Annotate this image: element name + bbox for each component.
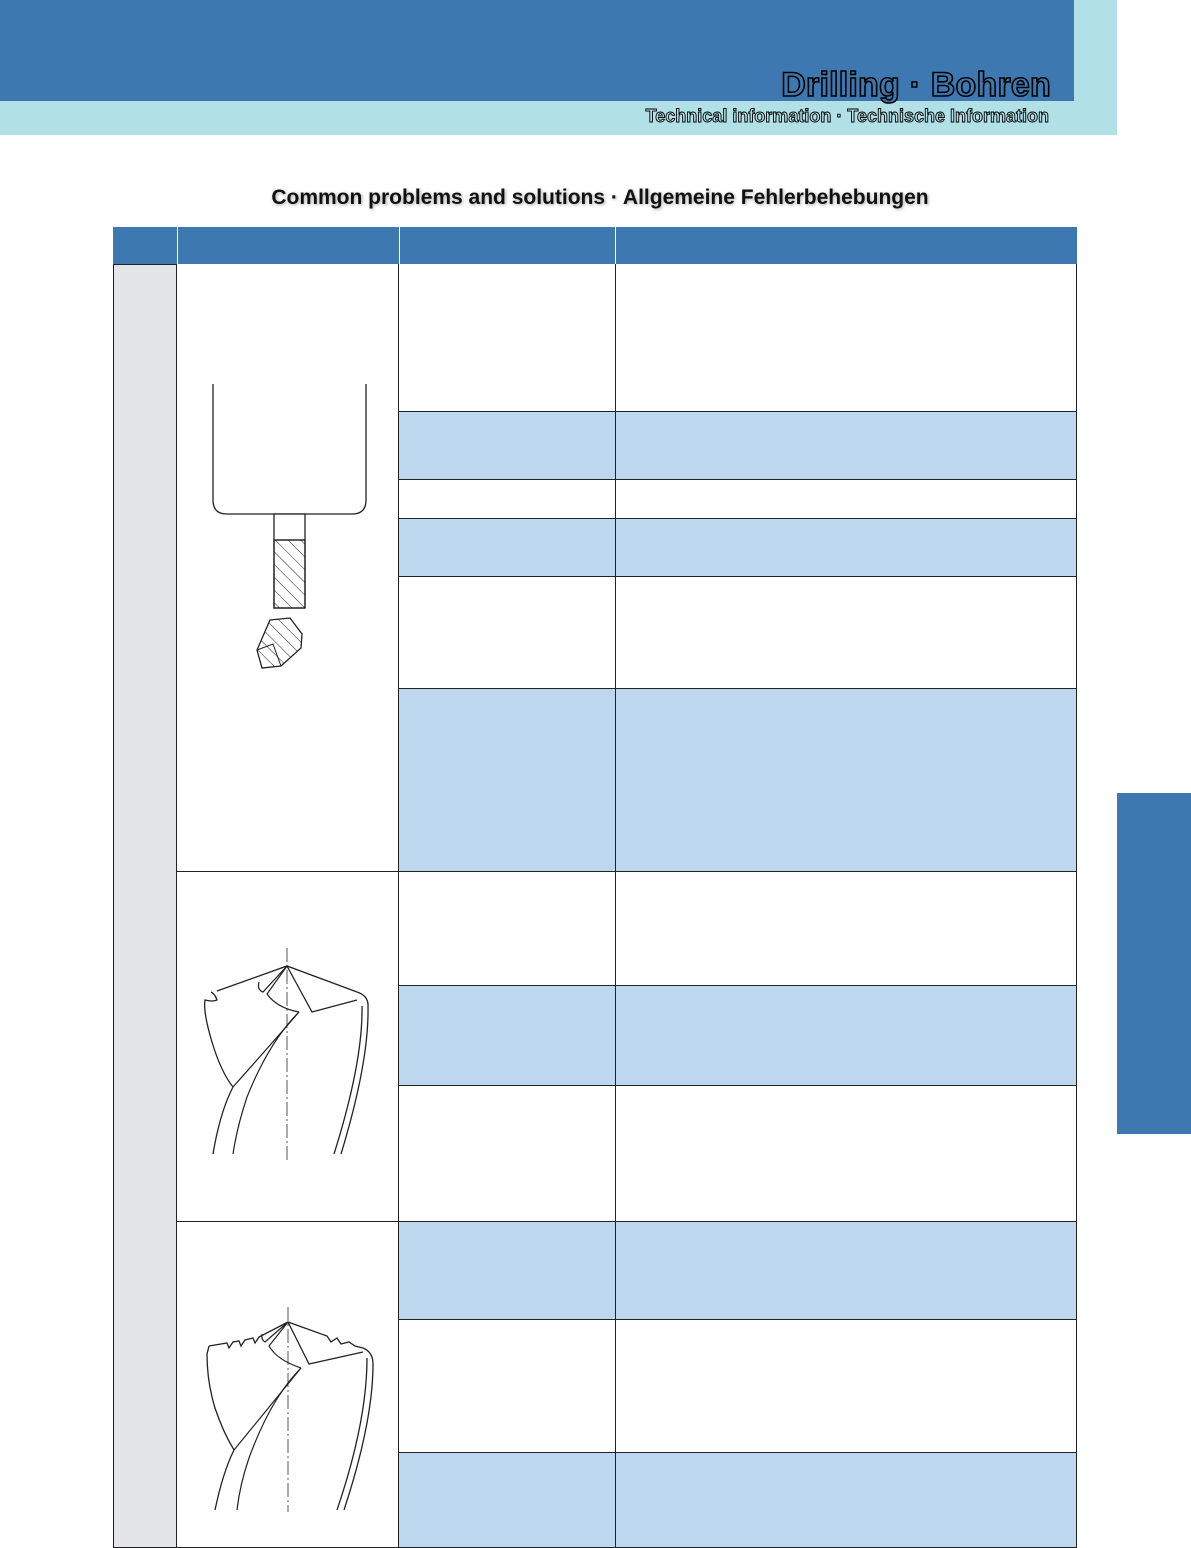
section-tab[interactable] xyxy=(1117,793,1191,1134)
page-subtitle: Technical information · Technische Information xyxy=(645,106,1049,126)
table-row xyxy=(399,412,1077,480)
header-divider xyxy=(615,227,616,264)
problems-table xyxy=(113,227,1077,1548)
header-divider xyxy=(177,227,178,264)
problem-column xyxy=(113,264,177,1548)
worn-drill-tip-icon xyxy=(177,872,399,1221)
table-row xyxy=(399,480,1077,519)
table-row xyxy=(399,1320,1077,1453)
table-row xyxy=(399,264,1077,412)
table-row xyxy=(399,519,1077,577)
page-title: Drilling · Bohren xyxy=(781,66,1051,104)
table-row xyxy=(399,1086,1077,1222)
header-divider xyxy=(399,227,400,264)
table-row xyxy=(399,577,1077,689)
table-row xyxy=(399,872,1077,986)
broken-drill-icon xyxy=(177,264,399,871)
table-row xyxy=(399,689,1077,872)
table-heading: Common problems and solutions · Allgemeine Fehlerbehebungen xyxy=(271,186,929,209)
table-row xyxy=(399,986,1077,1086)
chipped-cutting-edge-icon xyxy=(177,1222,399,1548)
table-row xyxy=(399,1222,1077,1320)
table-row xyxy=(399,1453,1077,1548)
table-header-row xyxy=(113,227,1077,264)
